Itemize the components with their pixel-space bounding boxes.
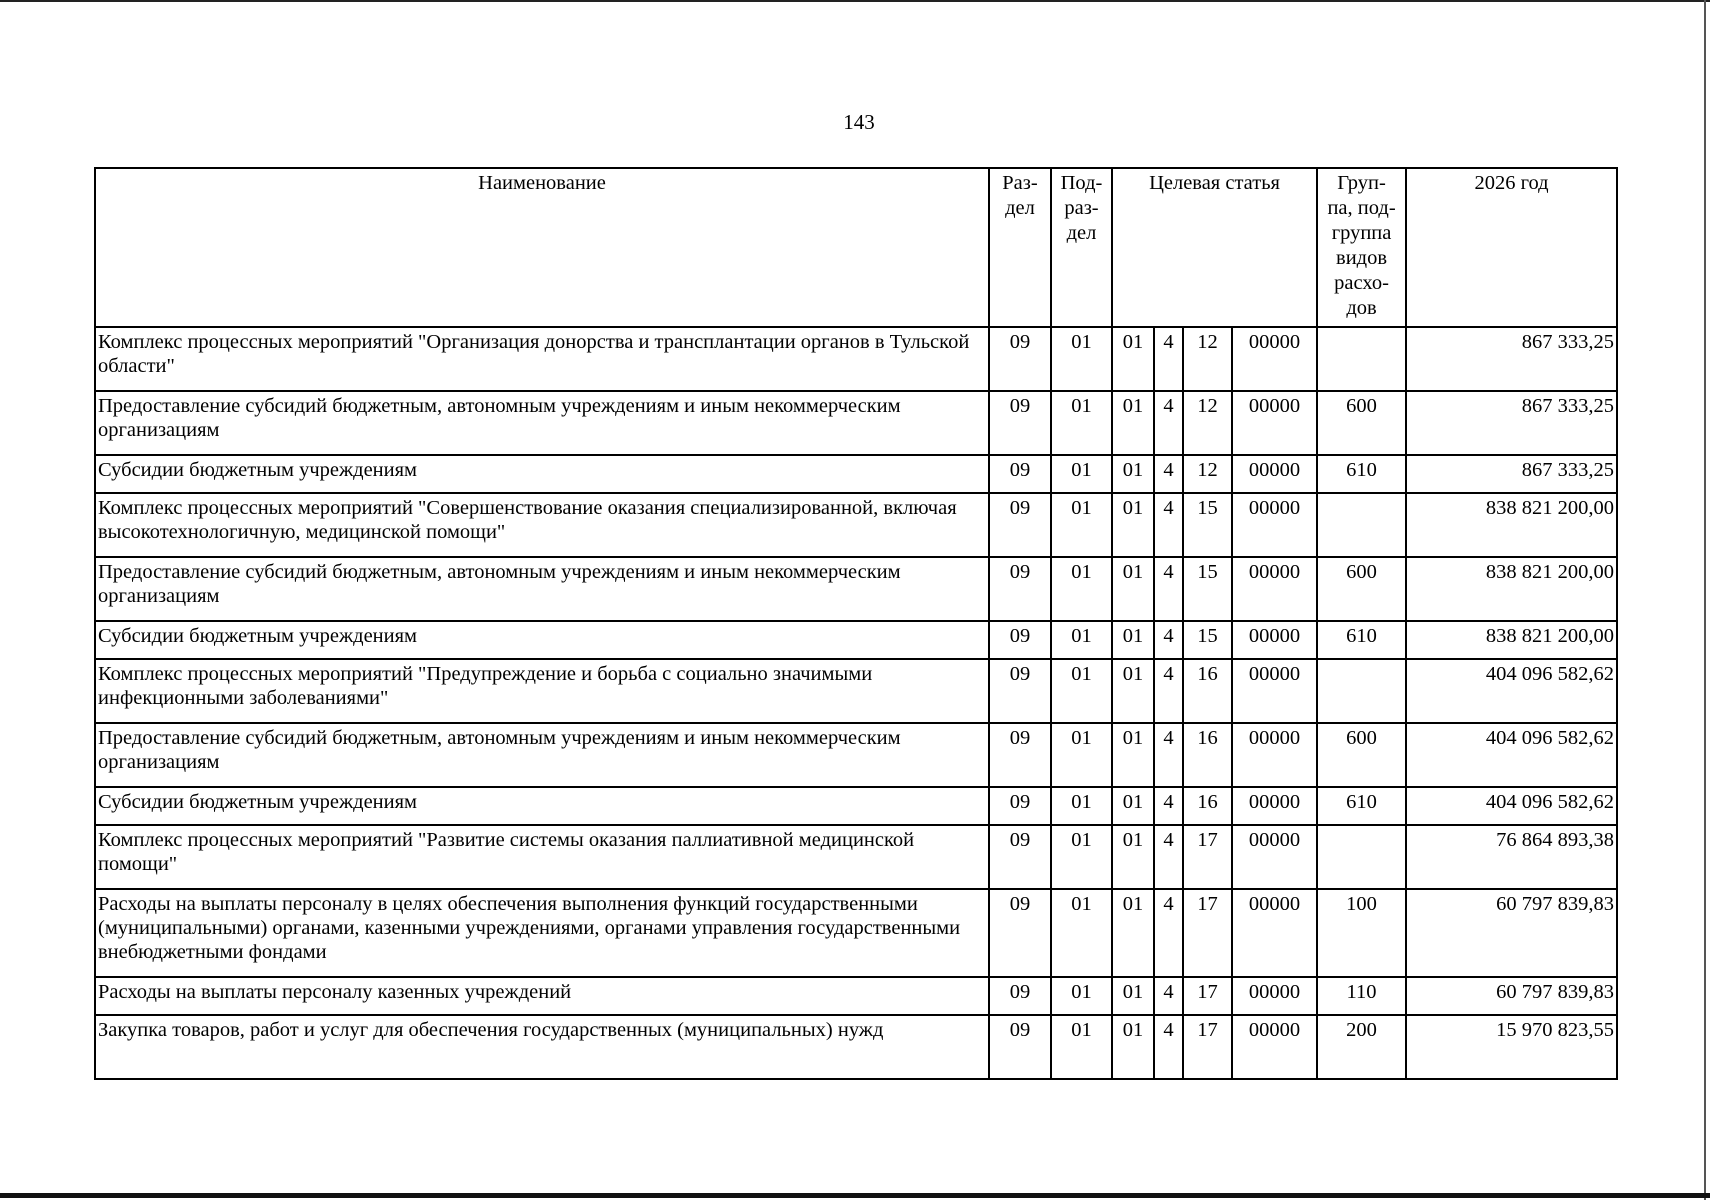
cell-expense-group: 600 [1317, 391, 1406, 455]
table-row [95, 825, 1617, 889]
scan-edge-right [1704, 0, 1706, 1200]
cell-target-program: 01 [1112, 557, 1154, 621]
cell-name: Закупка товаров, работ и услуг для обеспечения государственных (муниципальных) нужд [95, 1015, 989, 1079]
table-row [95, 557, 1617, 621]
cell-target-type: 4 [1154, 659, 1183, 723]
table-row [95, 455, 1617, 493]
cell-name: Комплекс процессных мероприятий "Совершенствование оказания специализированной, включая высокотехнологичную, медицинской помощи" [95, 493, 989, 557]
cell-target-structure: 16 [1183, 787, 1232, 825]
cell-target-direction: 00000 [1232, 889, 1317, 977]
cell-name: Расходы на выплаты персоналу казенных учреждений [95, 977, 989, 1015]
cell-expense-group [1317, 493, 1406, 557]
cell-podrazdel: 01 [1051, 391, 1112, 455]
cell-target-program: 01 [1112, 723, 1154, 787]
cell-target-structure: 17 [1183, 1015, 1232, 1079]
cell-expense-group [1317, 825, 1406, 889]
cell-podrazdel: 01 [1051, 621, 1112, 659]
cell-target-program: 01 [1112, 455, 1154, 493]
cell-name: Комплекс процессных мероприятий "Организация донорства и трансплантации органов в Тульской области" [95, 327, 989, 391]
cell-target-direction: 00000 [1232, 621, 1317, 659]
header-group: Груп- па, под- группа видов расхо- дов [1317, 168, 1406, 327]
cell-podrazdel: 01 [1051, 493, 1112, 557]
cell-expense-group [1317, 659, 1406, 723]
cell-amount-2026: 404 096 582,62 [1406, 659, 1617, 723]
cell-name: Комплекс процессных мероприятий "Развитие системы оказания паллиативной медицинской помощи" [95, 825, 989, 889]
page-number: 143 [843, 110, 875, 134]
cell-expense-group: 200 [1317, 1015, 1406, 1079]
cell-target-type: 4 [1154, 825, 1183, 889]
budget-table [94, 167, 1618, 1080]
cell-target-structure: 12 [1183, 455, 1232, 493]
cell-amount-2026: 838 821 200,00 [1406, 557, 1617, 621]
cell-target-direction: 00000 [1232, 455, 1317, 493]
cell-name: Предоставление субсидий бюджетным, автономным учреждениям и иным некоммерческим организациям [95, 557, 989, 621]
cell-name: Предоставление субсидий бюджетным, автономным учреждениям и иным некоммерческим организациям [95, 723, 989, 787]
cell-target-program: 01 [1112, 825, 1154, 889]
header-podrazdel: Под- раз- дел [1051, 168, 1112, 327]
cell-target-direction: 00000 [1232, 391, 1317, 455]
cell-amount-2026: 867 333,25 [1406, 327, 1617, 391]
cell-target-structure: 16 [1183, 723, 1232, 787]
header-name: Наименование [95, 168, 989, 327]
cell-expense-group: 610 [1317, 455, 1406, 493]
cell-podrazdel: 01 [1051, 825, 1112, 889]
cell-target-structure: 17 [1183, 977, 1232, 1015]
cell-target-structure: 12 [1183, 327, 1232, 391]
header-razdel: Раз- дел [989, 168, 1051, 327]
cell-target-type: 4 [1154, 977, 1183, 1015]
table-row [95, 659, 1617, 723]
cell-target-direction: 00000 [1232, 1015, 1317, 1079]
cell-razdel: 09 [989, 787, 1051, 825]
cell-name: Субсидии бюджетным учреждениям [95, 621, 989, 659]
cell-target-direction: 00000 [1232, 327, 1317, 391]
cell-podrazdel: 01 [1051, 327, 1112, 391]
cell-podrazdel: 01 [1051, 1015, 1112, 1079]
cell-target-type: 4 [1154, 391, 1183, 455]
cell-target-program: 01 [1112, 787, 1154, 825]
cell-target-type: 4 [1154, 621, 1183, 659]
cell-amount-2026: 15 970 823,55 [1406, 1015, 1617, 1079]
cell-razdel: 09 [989, 391, 1051, 455]
cell-podrazdel: 01 [1051, 723, 1112, 787]
cell-expense-group: 610 [1317, 787, 1406, 825]
cell-razdel: 09 [989, 1015, 1051, 1079]
cell-target-type: 4 [1154, 557, 1183, 621]
cell-amount-2026: 867 333,25 [1406, 455, 1617, 493]
cell-podrazdel: 01 [1051, 557, 1112, 621]
header-target: Целевая статья [1112, 168, 1317, 327]
cell-razdel: 09 [989, 825, 1051, 889]
cell-amount-2026: 404 096 582,62 [1406, 723, 1617, 787]
cell-podrazdel: 01 [1051, 455, 1112, 493]
header-year: 2026 год [1406, 168, 1617, 327]
cell-name: Предоставление субсидий бюджетным, автономным учреждениям и иным некоммерческим организациям [95, 391, 989, 455]
cell-target-structure: 17 [1183, 825, 1232, 889]
cell-target-type: 4 [1154, 787, 1183, 825]
table-row [95, 723, 1617, 787]
scan-edge-top [0, 0, 1710, 2]
cell-target-type: 4 [1154, 493, 1183, 557]
cell-target-program: 01 [1112, 391, 1154, 455]
cell-target-structure: 17 [1183, 889, 1232, 977]
cell-target-direction: 00000 [1232, 723, 1317, 787]
cell-podrazdel: 01 [1051, 889, 1112, 977]
cell-target-structure: 15 [1183, 557, 1232, 621]
cell-target-structure: 12 [1183, 391, 1232, 455]
cell-target-structure: 16 [1183, 659, 1232, 723]
cell-target-program: 01 [1112, 621, 1154, 659]
cell-target-direction: 00000 [1232, 659, 1317, 723]
cell-amount-2026: 60 797 839,83 [1406, 889, 1617, 977]
cell-name: Субсидии бюджетным учреждениям [95, 787, 989, 825]
cell-expense-group: 600 [1317, 557, 1406, 621]
cell-name: Субсидии бюджетным учреждениям [95, 455, 989, 493]
cell-expense-group [1317, 327, 1406, 391]
cell-podrazdel: 01 [1051, 787, 1112, 825]
cell-target-structure: 15 [1183, 493, 1232, 557]
cell-expense-group: 110 [1317, 977, 1406, 1015]
cell-target-type: 4 [1154, 889, 1183, 977]
cell-amount-2026: 838 821 200,00 [1406, 621, 1617, 659]
cell-amount-2026: 838 821 200,00 [1406, 493, 1617, 557]
cell-podrazdel: 01 [1051, 977, 1112, 1015]
cell-target-program: 01 [1112, 977, 1154, 1015]
cell-razdel: 09 [989, 493, 1051, 557]
cell-target-type: 4 [1154, 723, 1183, 787]
cell-expense-group: 610 [1317, 621, 1406, 659]
table-row [95, 1015, 1617, 1079]
cell-podrazdel: 01 [1051, 659, 1112, 723]
cell-name: Расходы на выплаты персоналу в целях обеспечения выполнения функций государственными (муниципальными) органами, казенными учреждениями, органами управления государственными внебюджетными фондами [95, 889, 989, 977]
cell-expense-group: 100 [1317, 889, 1406, 977]
cell-target-type: 4 [1154, 1015, 1183, 1079]
cell-target-program: 01 [1112, 889, 1154, 977]
cell-amount-2026: 867 333,25 [1406, 391, 1617, 455]
scan-edge-bottom [0, 1193, 1710, 1198]
table-row [95, 493, 1617, 557]
cell-amount-2026: 60 797 839,83 [1406, 977, 1617, 1015]
cell-target-direction: 00000 [1232, 787, 1317, 825]
table-row [95, 977, 1617, 1015]
cell-target-direction: 00000 [1232, 825, 1317, 889]
cell-expense-group: 600 [1317, 723, 1406, 787]
cell-target-direction: 00000 [1232, 977, 1317, 1015]
table-row [95, 327, 1617, 391]
table-row [95, 787, 1617, 825]
cell-target-program: 01 [1112, 659, 1154, 723]
table-header-row [95, 168, 1617, 327]
cell-target-program: 01 [1112, 493, 1154, 557]
cell-target-program: 01 [1112, 327, 1154, 391]
cell-razdel: 09 [989, 455, 1051, 493]
table-row [95, 621, 1617, 659]
cell-name: Комплекс процессных мероприятий "Предупреждение и борьба с социально значимыми инфекционными заболеваниями" [95, 659, 989, 723]
cell-amount-2026: 404 096 582,62 [1406, 787, 1617, 825]
cell-target-type: 4 [1154, 327, 1183, 391]
cell-amount-2026: 76 864 893,38 [1406, 825, 1617, 889]
cell-razdel: 09 [989, 889, 1051, 977]
cell-target-structure: 15 [1183, 621, 1232, 659]
table-row [95, 391, 1617, 455]
cell-razdel: 09 [989, 557, 1051, 621]
table-row [95, 889, 1617, 977]
cell-razdel: 09 [989, 659, 1051, 723]
cell-razdel: 09 [989, 621, 1051, 659]
cell-target-type: 4 [1154, 455, 1183, 493]
cell-target-program: 01 [1112, 1015, 1154, 1079]
cell-razdel: 09 [989, 327, 1051, 391]
cell-target-direction: 00000 [1232, 493, 1317, 557]
cell-razdel: 09 [989, 977, 1051, 1015]
cell-target-direction: 00000 [1232, 557, 1317, 621]
cell-razdel: 09 [989, 723, 1051, 787]
